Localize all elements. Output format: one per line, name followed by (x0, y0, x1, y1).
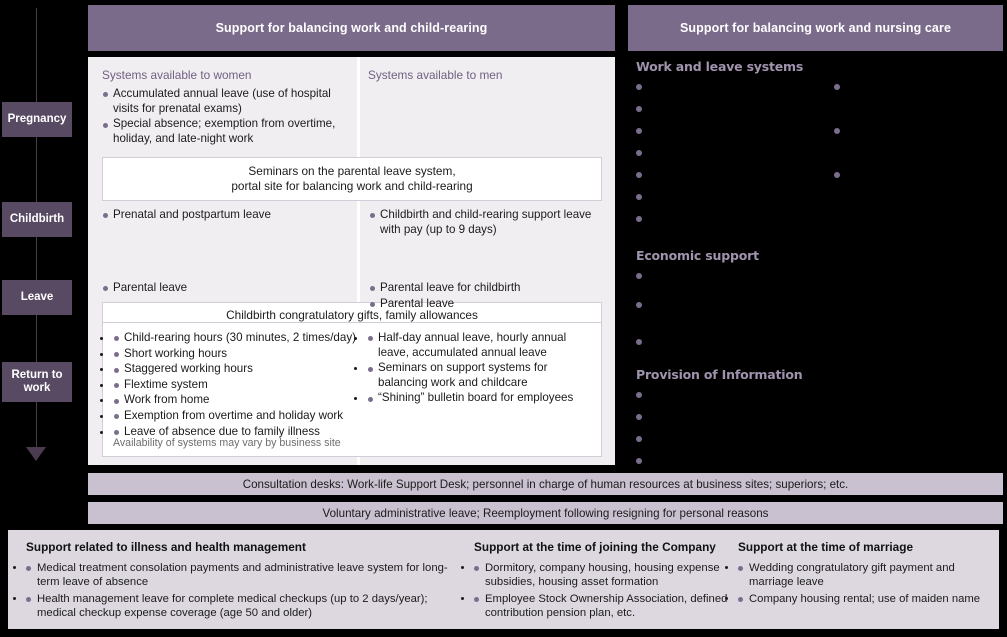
bottom-column-joining (474, 540, 734, 623)
header-child-rearing-label: Support for balancing work and child-rearing (215, 21, 488, 35)
nursing-bullet-icon (636, 216, 642, 222)
list (369, 208, 597, 237)
seminars-box-label: Seminars on the parental leave system, portal site for balancing work and child-rearing (231, 164, 473, 193)
nursing-bullet-icon (834, 172, 840, 178)
list (474, 561, 734, 620)
nursing-bullet-icon (834, 128, 840, 134)
nursing-bullet-icon (636, 392, 642, 398)
list-item: • Work from home (113, 393, 365, 408)
seminars-box (102, 157, 602, 201)
list-item: • Exemption from overtime and holiday work (113, 409, 365, 424)
column-heading-women: Systems available to women (102, 68, 252, 82)
panel-nursing-care (628, 57, 1003, 465)
nursing-bullet-icon (636, 302, 642, 308)
list (102, 208, 347, 223)
timeline-arrow-icon (26, 447, 46, 461)
nursing-bullet-icon (834, 84, 840, 90)
list (26, 561, 466, 620)
list-item: • Staggered working hours (113, 362, 365, 377)
header-nursing-care (628, 5, 1003, 51)
availability-note: Availability of systems may vary by business site (113, 437, 341, 449)
nursing-bullet-icon (636, 194, 642, 200)
panel-other-support (8, 530, 999, 629)
consultation-desks-bar (88, 473, 1003, 495)
list-item: • “Shining” bulletin board for employees (367, 391, 595, 406)
nursing-section-heading: Work and leave systems (636, 59, 804, 74)
list (102, 87, 352, 146)
nursing-bullet-icon (636, 84, 642, 90)
list-item: • Wedding congratulatory gift payment and marriage leave (738, 561, 993, 589)
panel-child-rearing (88, 57, 615, 465)
return-to-work-box (102, 322, 602, 457)
list-item: • Employee Stock Ownership Association, defined contribution pension plan, etc. (474, 592, 734, 620)
list-item: • Short working hours (113, 347, 365, 362)
list-item: • Dormitory, company housing, housing expense subsidies, housing asset formation (474, 561, 734, 589)
list-item: • Leave of absence due to family illness (113, 425, 365, 440)
nursing-bullet-icon (636, 172, 642, 178)
list (102, 281, 347, 296)
leave-men-list (369, 281, 597, 312)
list-item: Accumulated annual leave (use of hospital visits for prenatal exams) (102, 87, 352, 116)
list (367, 331, 595, 406)
list-item: • Seminars on support systems for balancing work and childcare (367, 361, 595, 390)
header-nursing-care-label: Support for balancing work and nursing care (680, 21, 951, 35)
bottom-column-marriage (738, 540, 993, 609)
leave-women-list (102, 281, 347, 297)
consultation-desks-label: Consultation desks: Work-life Support Desk; personnel in charge of human resources at business sites; superiors; etc. (242, 477, 849, 491)
timeline-stage-label: Childbirth (9, 213, 65, 225)
timeline-stage-childbirth (2, 202, 72, 237)
list-item: • Flextime system (113, 378, 365, 393)
list-item: Parental leave for childbirth (369, 281, 597, 296)
bottom-column-heading: Support at the time of joining the Company (474, 540, 716, 554)
list-item: Parental leave (369, 297, 597, 312)
nursing-section-heading: Economic support (636, 248, 759, 263)
nursing-section-heading: Provision of Information (636, 367, 803, 382)
timeline-stage-label: Return to work (11, 369, 63, 394)
list (113, 331, 365, 439)
list-item: Prenatal and postpartum leave (102, 208, 347, 223)
list-item: Childbirth and child-rearing support leave with pay (up to 9 days) (369, 208, 597, 237)
childbirth-women-list (102, 208, 347, 224)
nursing-bullet-icon (636, 414, 642, 420)
return-women-list (113, 331, 365, 440)
column-heading-men: Systems available to men (368, 68, 503, 82)
nursing-bullet-icon (636, 106, 642, 112)
list-item: • Company housing rental; use of maiden name (738, 592, 993, 606)
header-child-rearing (88, 5, 615, 51)
list-item: Special absence; exemption from overtime, holiday, and late-night work (102, 117, 352, 146)
timeline-stage-label: Leave (20, 291, 54, 303)
bottom-column-illness (26, 540, 466, 623)
childbirth-men-list (369, 208, 597, 238)
list-item: • Medical treatment consolation payments and administrative leave system for long-term leave of absence (26, 561, 466, 589)
nursing-bullet-icon (636, 436, 642, 442)
nursing-bullet-icon (636, 273, 642, 279)
timeline-stage-return-to-work (2, 362, 72, 402)
timeline-stage-leave (2, 280, 72, 315)
voluntary-leave-label: Voluntary administrative leave; Reemployment following resigning for personal reasons (322, 506, 769, 520)
nursing-bullet-icon (636, 150, 642, 156)
list (369, 281, 597, 311)
list-item: • Health management leave for complete medical checkups (up to 2 days/year); medical checkup expense coverage (age 50 and older) (26, 592, 466, 620)
voluntary-leave-bar (88, 502, 1003, 524)
list-item: Parental leave (102, 281, 347, 296)
gifts-box-label: Childbirth congratulatory gifts, family allowances (226, 308, 478, 322)
pregnancy-women-list (102, 87, 352, 147)
timeline-stage-pregnancy (2, 102, 72, 137)
bottom-column-heading: Support related to illness and health management (26, 540, 306, 554)
timeline-stage-label: Pregnancy (7, 113, 67, 125)
list-item: • Child-rearing hours (30 minutes, 2 times/day) (113, 331, 365, 346)
nursing-bullet-icon (636, 128, 642, 134)
bottom-column-heading: Support at the time of marriage (738, 540, 914, 554)
list-item: • Half-day annual leave, hourly annual leave, accumulated annual leave (367, 331, 595, 360)
list (738, 561, 993, 606)
return-men-list (367, 331, 595, 407)
nursing-bullet-icon (636, 339, 642, 345)
nursing-bullet-icon (636, 458, 642, 464)
